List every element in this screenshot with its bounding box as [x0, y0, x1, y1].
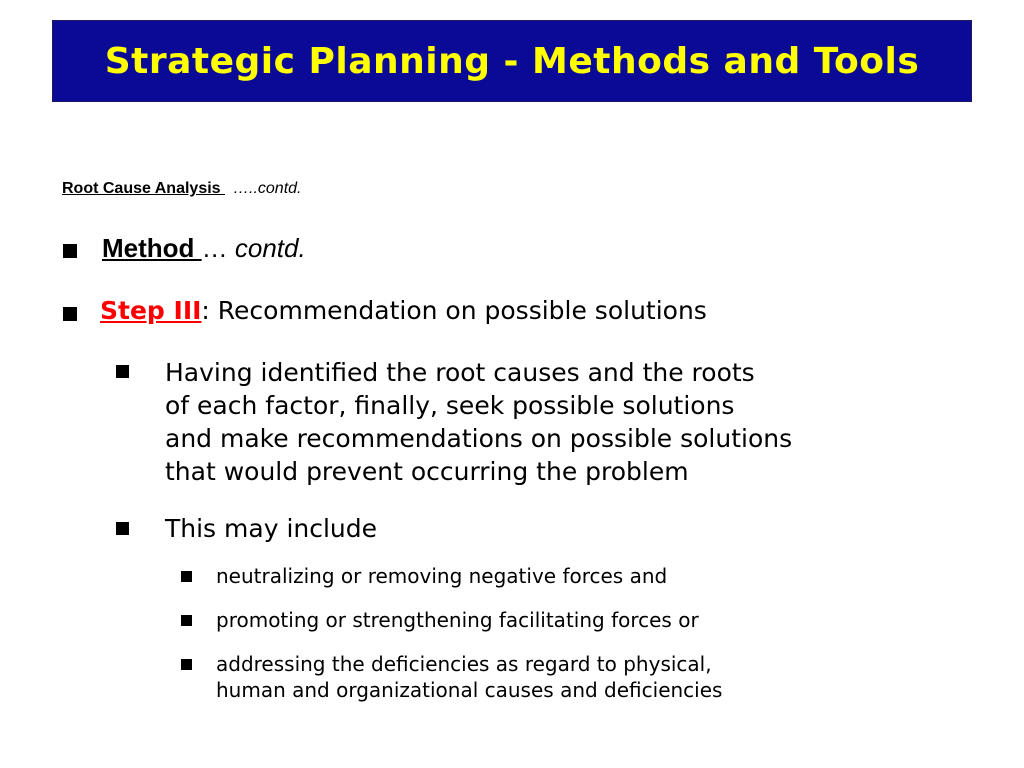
- method-suffix: contd.: [234, 233, 306, 263]
- list-item: [216, 563, 667, 589]
- square-bullet-icon: [63, 307, 77, 321]
- square-bullet-icon: [63, 244, 77, 258]
- square-bullet-icon: [116, 522, 129, 535]
- sub-bullet-line: This may include: [165, 514, 378, 543]
- subheading-topic: Root Cause Analysis: [62, 180, 226, 197]
- sub-bullet-having-identified: [165, 356, 792, 488]
- square-bullet-icon: [181, 615, 192, 626]
- title-bar: [52, 20, 972, 102]
- subheading-suffix: …..contd.: [233, 180, 302, 197]
- list-item: [216, 651, 722, 703]
- step-text: : Recommendation on possible solutions: [201, 296, 707, 325]
- sub-bullet-line: Having identified the root causes and the roots: [165, 358, 755, 387]
- list-item-line: addressing the deficiencies as regard to physical,: [216, 652, 712, 676]
- list-item: [216, 607, 699, 633]
- method-ellipsis: …: [201, 233, 235, 263]
- square-bullet-icon: [116, 365, 129, 378]
- step-label: Step III: [100, 296, 202, 325]
- list-item-line: human and organizational causes and deficiencies: [216, 678, 723, 702]
- sub-bullet-line: that would prevent occurring the problem: [165, 457, 689, 486]
- list-item-line: promoting or strengthening facilitating forces or: [216, 608, 699, 632]
- sub-bullet-line: and make recommendations on possible solutions: [165, 424, 793, 453]
- sub-bullet-line: of each factor, finally, seek possible solutions: [165, 391, 735, 420]
- subheading: [62, 180, 302, 198]
- square-bullet-icon: [181, 571, 192, 582]
- square-bullet-icon: [181, 659, 192, 670]
- bullet-step: [100, 296, 707, 325]
- method-label: Method: [102, 233, 202, 263]
- slide-title: Strategic Planning - Methods and Tools: [104, 40, 920, 82]
- bullet-method: [102, 233, 306, 264]
- sub-bullet-may-include: [165, 512, 377, 545]
- list-item-line: neutralizing or removing negative forces and: [216, 564, 668, 588]
